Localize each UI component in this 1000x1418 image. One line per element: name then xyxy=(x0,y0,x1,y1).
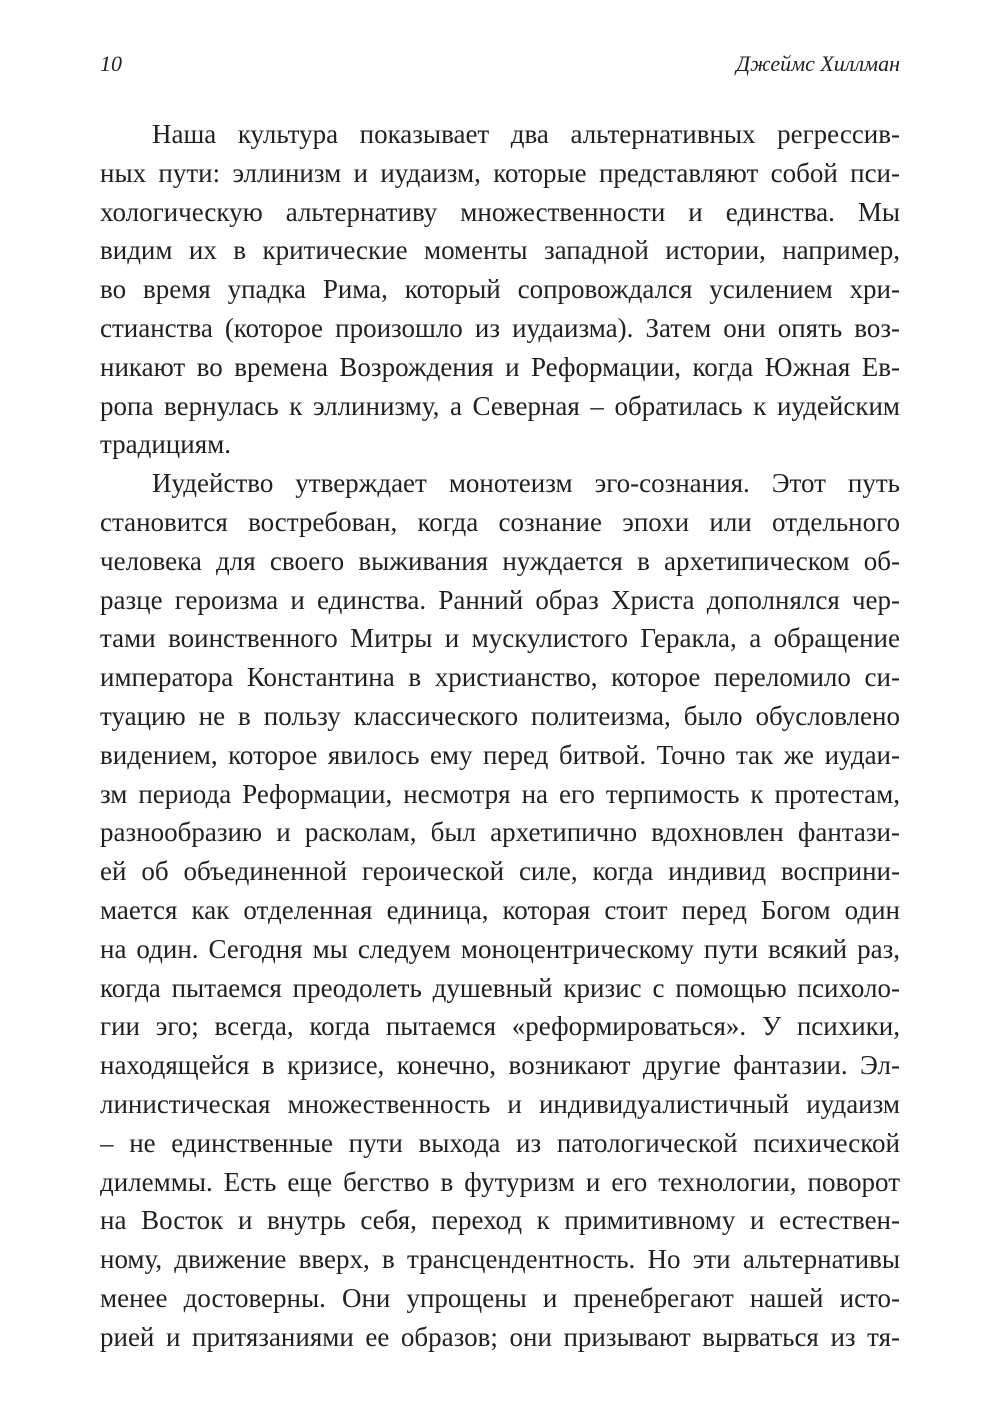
text-line: ному, движение вверх, в трансцендентность. Но эти альтернативы xyxy=(100,1244,900,1275)
text-line: мается как отделенная единица, которая стоит перед Богом один xyxy=(100,894,900,925)
text-line: разце героизма и единства. Ранний образ Христа дополнялся чер- xyxy=(100,584,900,615)
text-line: находящейся в кризисе, конечно, возникают другие фантазии. Эл- xyxy=(100,1050,900,1081)
text-line: дилеммы. Есть еще бегство в футуризм и его технологии, поворот xyxy=(100,1166,900,1197)
body-text xyxy=(100,115,900,1357)
running-head-author: Джеймс Хиллман xyxy=(736,51,900,76)
text-line: традициям. xyxy=(100,429,231,460)
text-line: разнообразию и расколам, был архетипично вдохновлен фантази- xyxy=(100,817,900,848)
text-line: императора Константина в христианство, которое переломило си- xyxy=(100,662,900,693)
text-line: менее достоверны. Они упрощены и пренебрегают нашей исто- xyxy=(100,1282,900,1313)
text-line: никают во времена Возрождения и Реформации, когда Южная Ев- xyxy=(100,351,900,382)
text-line: зм периода Реформации, несмотря на его терпимость к протестам, xyxy=(100,778,900,809)
text-line: хологическую альтернативу множественности и единства. Мы xyxy=(100,196,900,227)
text-line: ных пути: эллинизм и иудаизм, которые представляют собой пси- xyxy=(100,157,900,188)
text-line: туацию не в пользу классического политеизма, было обусловлено xyxy=(100,700,900,731)
text-line: тами воинственного Митры и мускулистого Геракла, а обращение xyxy=(100,623,900,654)
text-line: – не единственные пути выхода из патологической психической xyxy=(100,1127,900,1158)
running-head xyxy=(100,49,900,79)
text-line: становится востребован, когда сознание эпохи или отдельного xyxy=(100,506,900,537)
text-line: Наша культура показывает два альтернативных регрессив- xyxy=(152,119,900,149)
text-line: линистическая множественность и индивидуалистичный иудаизм xyxy=(100,1088,900,1119)
text-line: видим их в критические моменты западной истории, например, xyxy=(100,235,900,266)
page-number: 10 xyxy=(100,51,122,76)
text-line: ропа вернулась к эллинизму, а Северная – обратилась к иудейским xyxy=(100,390,900,421)
text-line: ей об объединенной героической силе, когда индивид восприни- xyxy=(100,856,900,887)
text-line: когда пытаемся преодолеть душевный кризис с помощью психоло- xyxy=(100,972,900,1003)
text-line: на Восток и внутрь себя, переход к примитивному и естествен- xyxy=(100,1205,900,1236)
text-line: на один. Сегодня мы следуем моноцентрическому пути всякий раз, xyxy=(100,933,900,964)
text-line: стианства (которое произошло из иудаизма). Затем они опять воз- xyxy=(100,312,900,343)
text-line: видением, которое явилось ему перед битвой. Точно так же иудаи- xyxy=(100,739,900,770)
text-line: во время упадка Рима, который сопровождался усилением хри- xyxy=(100,274,900,305)
text-line: гии эго; всегда, когда пытаемся «реформироваться». У психики, xyxy=(100,1011,900,1042)
text-line: Иудейство утверждает монотеизм эго-сознания. Этот путь xyxy=(152,468,900,499)
text-line: рией и притязаниями ее образов; они призывают вырваться из тя- xyxy=(100,1321,900,1352)
text-line: человека для своего выживания нуждается в архетипическом об- xyxy=(100,545,900,576)
